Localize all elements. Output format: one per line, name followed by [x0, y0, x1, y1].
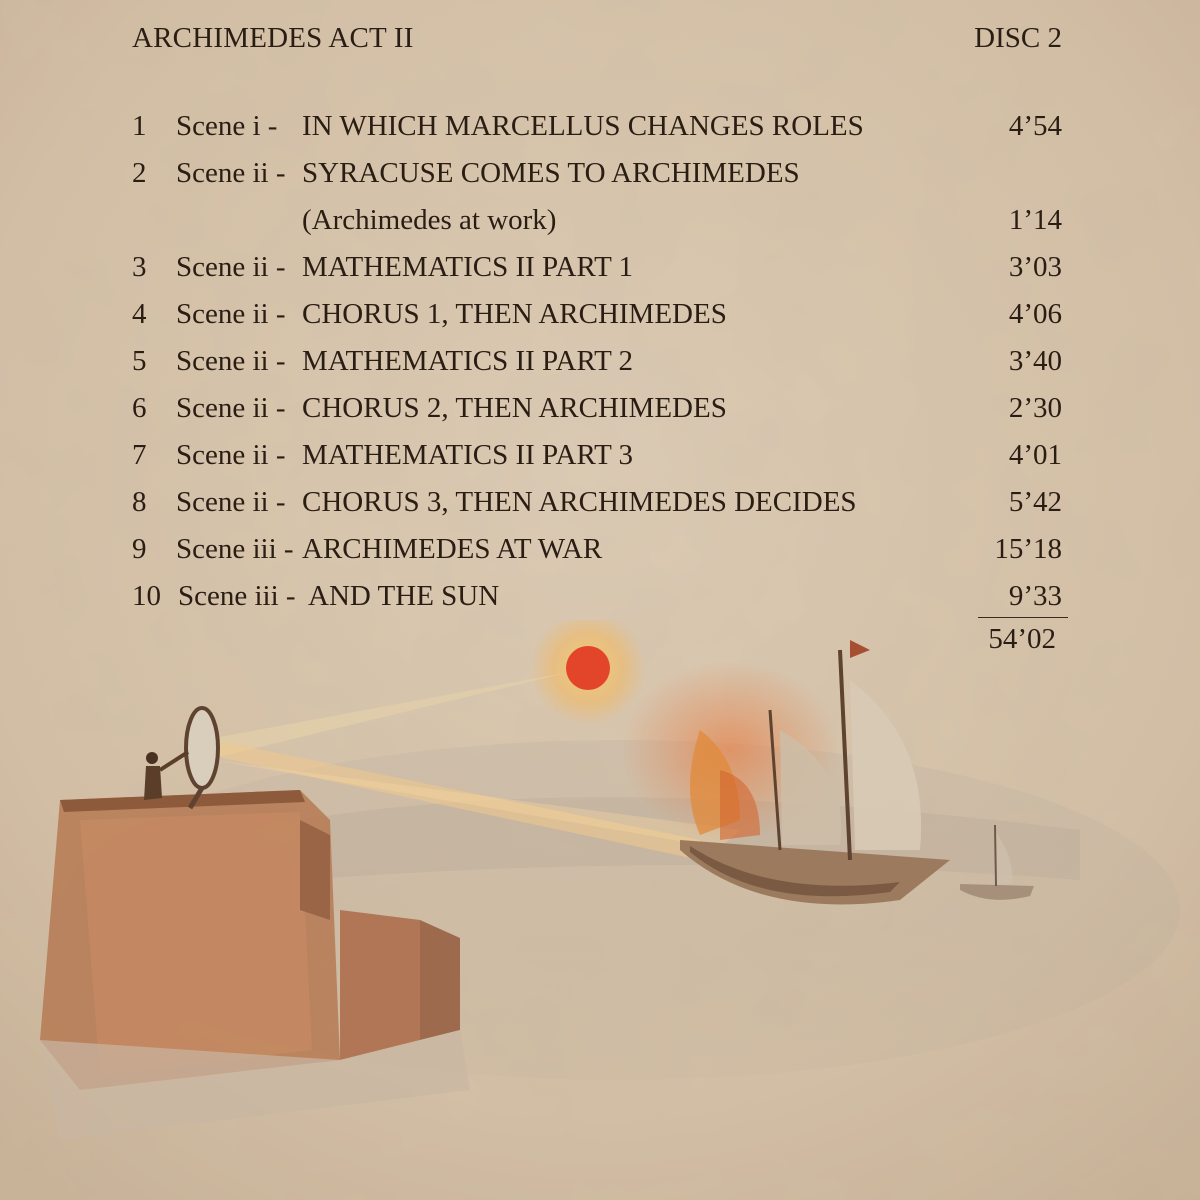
- track-scene: Scene ii -: [176, 251, 286, 283]
- track-number: 4: [132, 298, 147, 330]
- track-time: 5’42: [1008, 486, 1062, 518]
- track-row: [132, 486, 1062, 526]
- track-scene: Scene ii -: [176, 439, 286, 471]
- track-number: 5: [132, 345, 147, 377]
- track-name: ARCHIMEDES AT WAR: [302, 533, 603, 565]
- header: [132, 22, 1062, 62]
- burning-mirror-illustration: [0, 620, 1200, 1200]
- track-scene: Scene iii -: [178, 580, 296, 612]
- track-time: 3’40: [1008, 345, 1062, 377]
- track-number: 3: [132, 251, 147, 283]
- track-scene: Scene ii -: [176, 345, 286, 377]
- album-title: ARCHIMEDES ACT II: [132, 22, 414, 54]
- track-scene: Scene ii -: [176, 392, 286, 424]
- track-row: [132, 392, 1062, 432]
- track-row: [132, 204, 1062, 244]
- track-name: CHORUS 3, THEN ARCHIMEDES DECIDES: [302, 486, 857, 518]
- track-row: [132, 110, 1062, 150]
- track-time: 4’54: [1008, 110, 1062, 142]
- track-name: (Archimedes at work): [302, 204, 557, 236]
- mirror-icon: [186, 708, 218, 808]
- total-divider: [978, 617, 1068, 618]
- track-name: IN WHICH MARCELLUS CHANGES ROLES: [302, 110, 864, 142]
- track-number: 1: [132, 110, 147, 142]
- track-number: 2: [132, 157, 147, 189]
- track-row: [132, 298, 1062, 338]
- track-row: [132, 533, 1062, 573]
- track-name: AND THE SUN: [308, 580, 500, 612]
- track-time: 2’30: [1008, 392, 1062, 424]
- track-name: CHORUS 2, THEN ARCHIMEDES: [302, 392, 727, 424]
- track-row: [132, 251, 1062, 291]
- track-row: [132, 580, 1062, 620]
- track-time: 4’01: [1008, 439, 1062, 471]
- track-scene: Scene iii -: [176, 533, 294, 565]
- archimedes-figure: [144, 752, 188, 800]
- track-name: CHORUS 1, THEN ARCHIMEDES: [302, 298, 727, 330]
- track-time: 1’14: [1008, 204, 1062, 236]
- track-name: MATHEMATICS II PART 2: [302, 345, 634, 377]
- track-number: 7: [132, 439, 147, 471]
- sun-icon: [530, 620, 646, 726]
- track-name: MATHEMATICS II PART 1: [302, 251, 634, 283]
- track-time: 3’03: [1008, 251, 1062, 283]
- track-name: MATHEMATICS II PART 3: [302, 439, 634, 471]
- track-row: [132, 345, 1062, 385]
- track-row: [132, 157, 1062, 197]
- track-scene: Scene i -: [176, 110, 278, 142]
- track-scene: Scene ii -: [176, 298, 286, 330]
- track-time: 9’33: [1008, 580, 1062, 612]
- track-name: SYRACUSE COMES TO ARCHIMEDES: [302, 157, 800, 189]
- track-row: [132, 439, 1062, 479]
- disc-label: DISC 2: [974, 22, 1062, 54]
- track-scene: Scene ii -: [176, 486, 286, 518]
- total-duration: 54’02: [988, 623, 1056, 655]
- track-time: 4’06: [1008, 298, 1062, 330]
- track-scene: Scene ii -: [176, 157, 286, 189]
- track-number: 10: [132, 580, 161, 612]
- track-time: 15’18: [994, 533, 1062, 565]
- track-number: 9: [132, 533, 147, 565]
- track-number: 8: [132, 486, 147, 518]
- track-number: 6: [132, 392, 147, 424]
